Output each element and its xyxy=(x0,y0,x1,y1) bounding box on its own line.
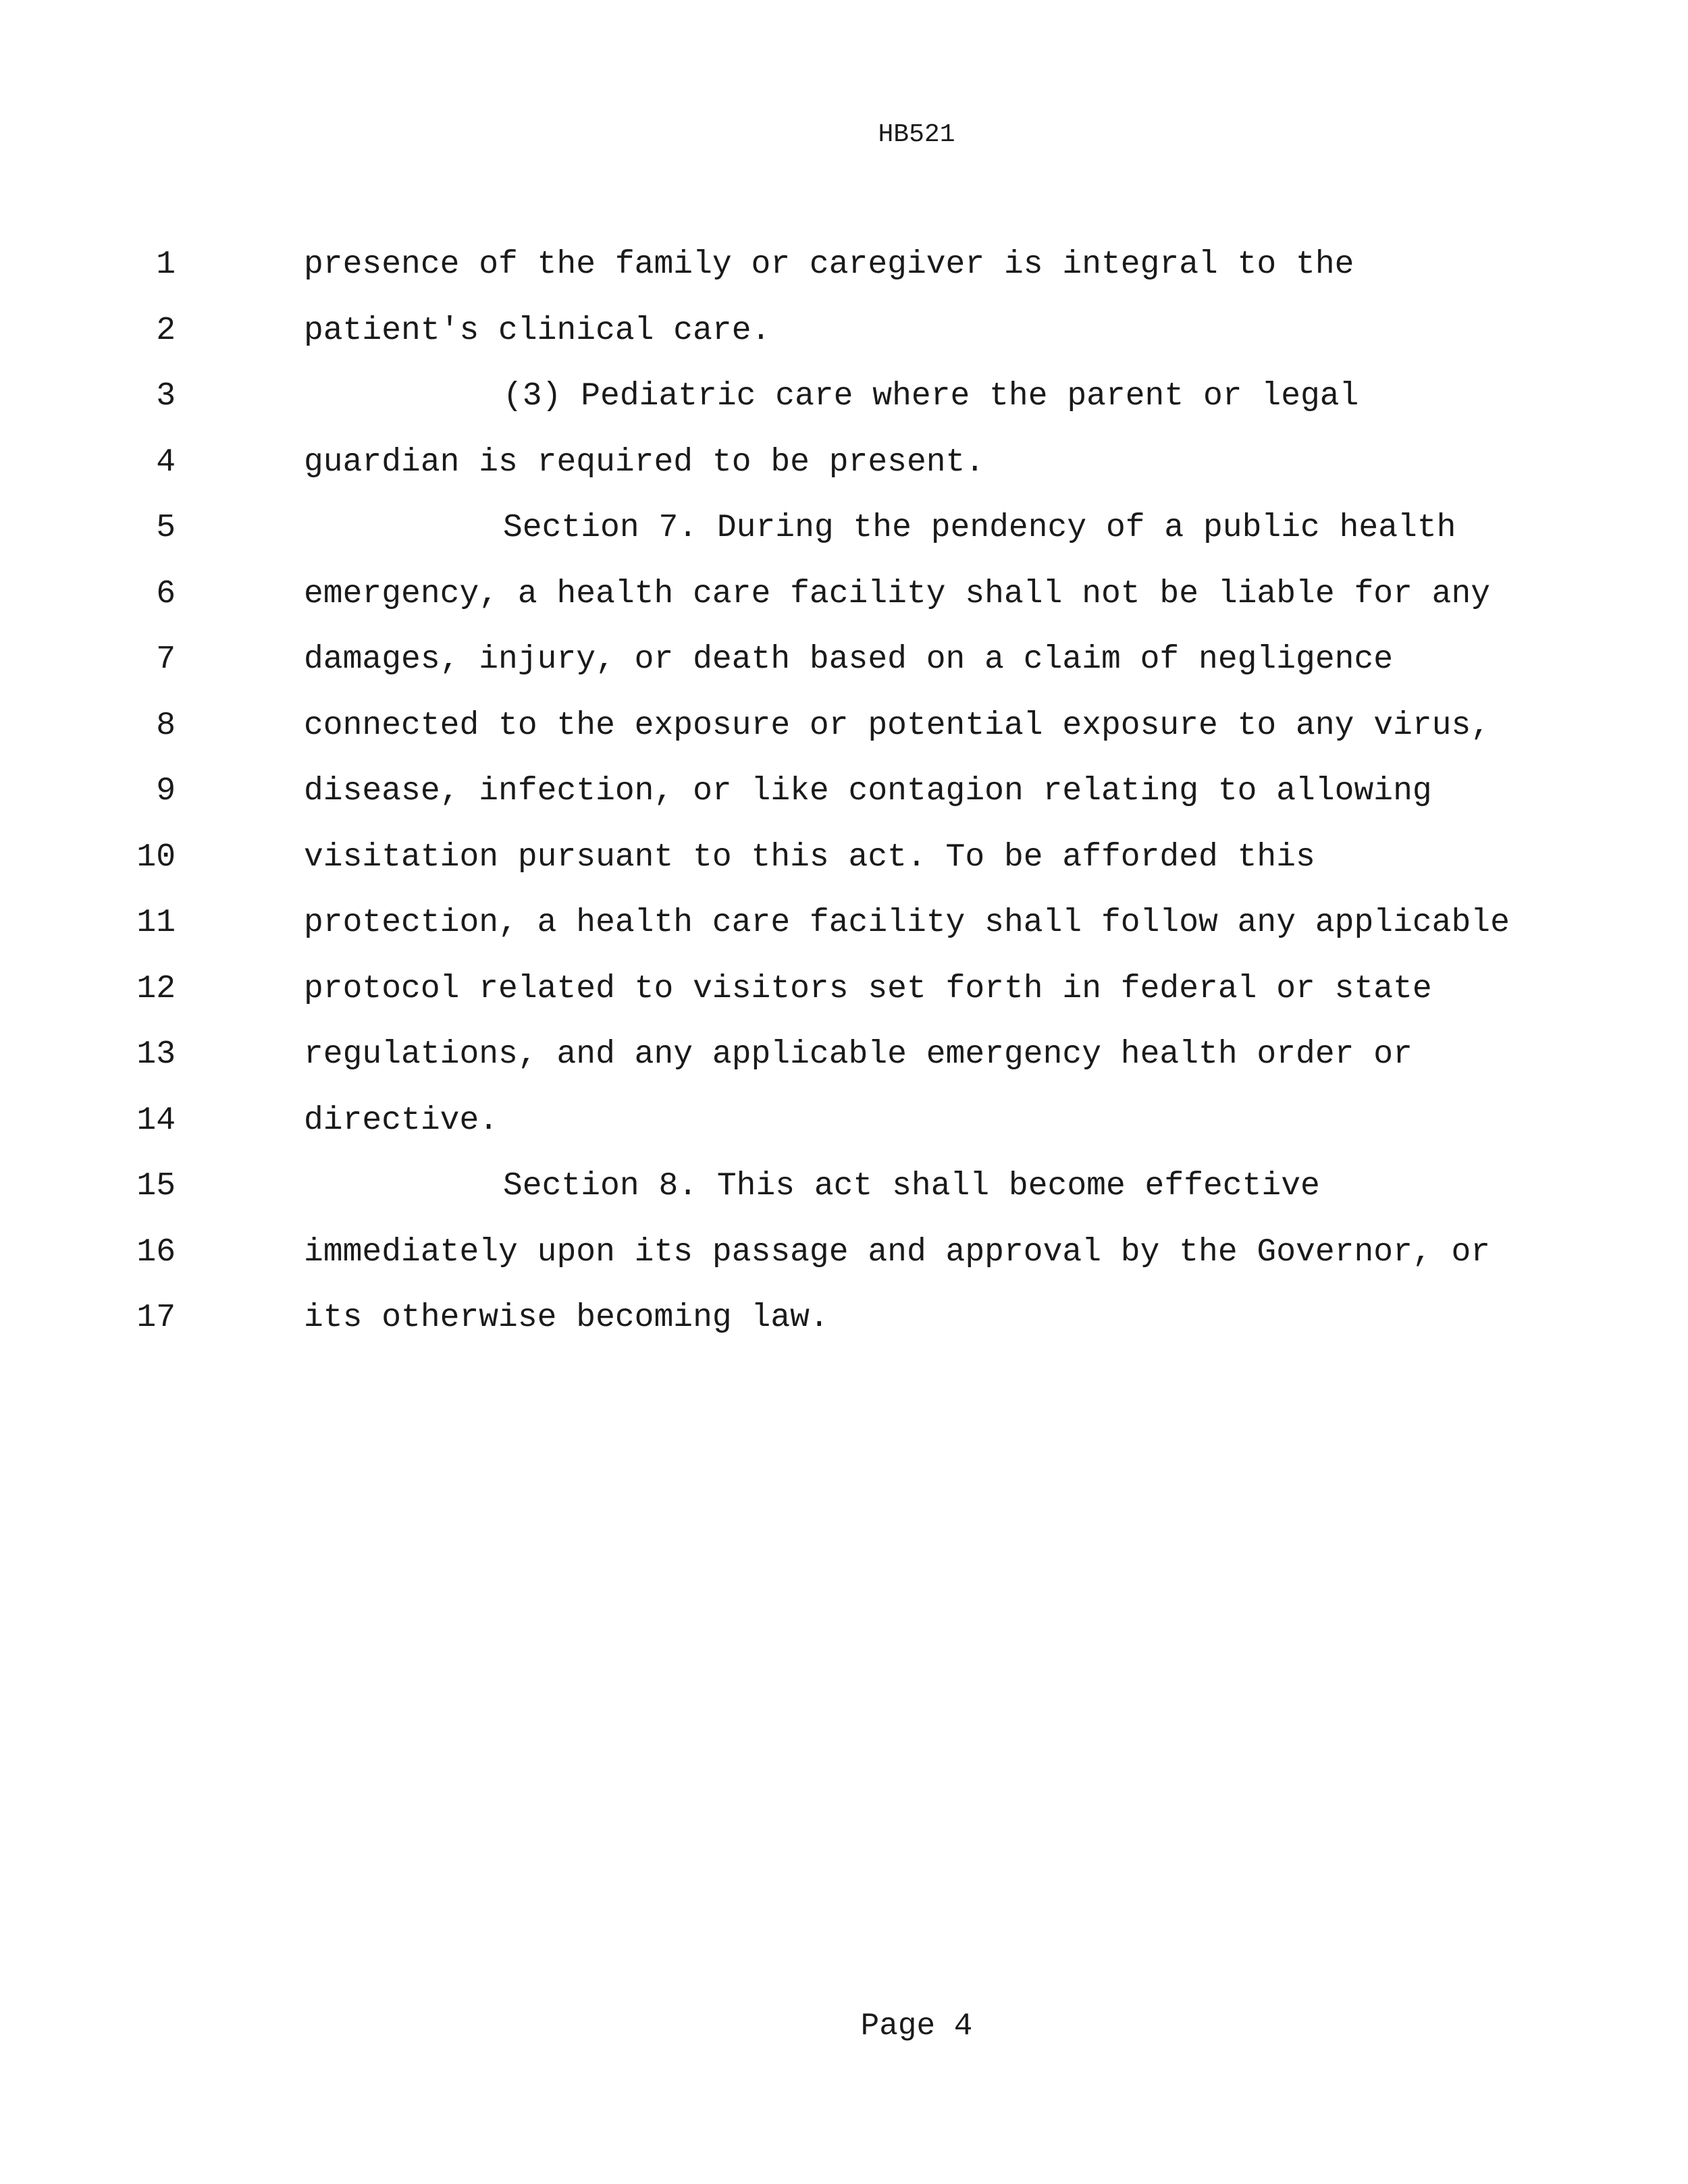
text-line xyxy=(0,1100,1688,1167)
text-line xyxy=(0,1298,1688,1364)
line-text: immediately upon its passage and approval by the Governor, or xyxy=(304,1233,1491,1271)
text-line xyxy=(0,574,1688,640)
bill-number-header: HB521 xyxy=(878,120,955,149)
line-text: connected to the exposure or potential exposure to any virus, xyxy=(304,707,1491,744)
line-text: its otherwise becoming law. xyxy=(304,1300,829,1336)
text-line xyxy=(0,903,1688,969)
line-text: presence of the family or caregiver is integral to the xyxy=(304,246,1354,283)
line-text: disease, infection, or like contagion relating to allowing xyxy=(304,773,1432,809)
text-line xyxy=(0,969,1688,1035)
line-text: (3) Pediatric care where the parent or legal xyxy=(503,378,1359,415)
text-line xyxy=(0,639,1688,705)
line-number: 5 xyxy=(156,510,176,546)
line-number: 7 xyxy=(156,641,176,678)
line-number: 4 xyxy=(156,444,176,481)
text-line xyxy=(0,1232,1688,1298)
line-number: 9 xyxy=(156,773,176,809)
line-text: patient's clinical care. xyxy=(304,312,771,349)
text-line xyxy=(0,1034,1688,1100)
line-number: 2 xyxy=(156,312,176,349)
line-number: 10 xyxy=(136,838,176,876)
line-number: 3 xyxy=(156,378,176,415)
line-number: 6 xyxy=(156,575,176,612)
line-number: 16 xyxy=(136,1233,176,1271)
line-text: damages, injury, or death based on a claim of negligence xyxy=(304,641,1394,678)
line-text: protection, a health care facility shall follow any applicable xyxy=(304,905,1510,941)
line-text: visitation pursuant to this act. To be afforded this xyxy=(304,838,1315,876)
line-text: emergency, a health care facility shall not be liable for any xyxy=(304,575,1491,612)
line-text: Section 7. During the pendency of a public health xyxy=(503,510,1456,546)
text-line xyxy=(0,244,1688,311)
text-line xyxy=(0,376,1688,442)
text-line xyxy=(0,311,1688,377)
line-number: 13 xyxy=(136,1036,176,1073)
line-number: 12 xyxy=(136,970,176,1007)
line-text: Section 8. This act shall become effective xyxy=(503,1168,1320,1204)
text-line xyxy=(0,837,1688,903)
text-line xyxy=(0,1166,1688,1232)
line-text: guardian is required to be present. xyxy=(304,444,985,481)
line-text: directive. xyxy=(304,1102,499,1139)
page-number-footer: Page 4 xyxy=(860,2008,973,2044)
line-text: protocol related to visitors set forth in federal or state xyxy=(304,970,1432,1007)
line-number: 11 xyxy=(136,905,176,941)
line-number: 17 xyxy=(136,1300,176,1336)
line-number: 8 xyxy=(156,707,176,744)
line-text: regulations, and any applicable emergency health order or xyxy=(304,1036,1413,1073)
text-line xyxy=(0,771,1688,837)
line-number: 1 xyxy=(156,246,176,283)
bill-text-body xyxy=(0,244,1688,1364)
text-line xyxy=(0,442,1688,508)
line-number: 14 xyxy=(136,1102,176,1139)
line-number: 15 xyxy=(136,1168,176,1204)
text-line xyxy=(0,508,1688,574)
text-line xyxy=(0,705,1688,772)
